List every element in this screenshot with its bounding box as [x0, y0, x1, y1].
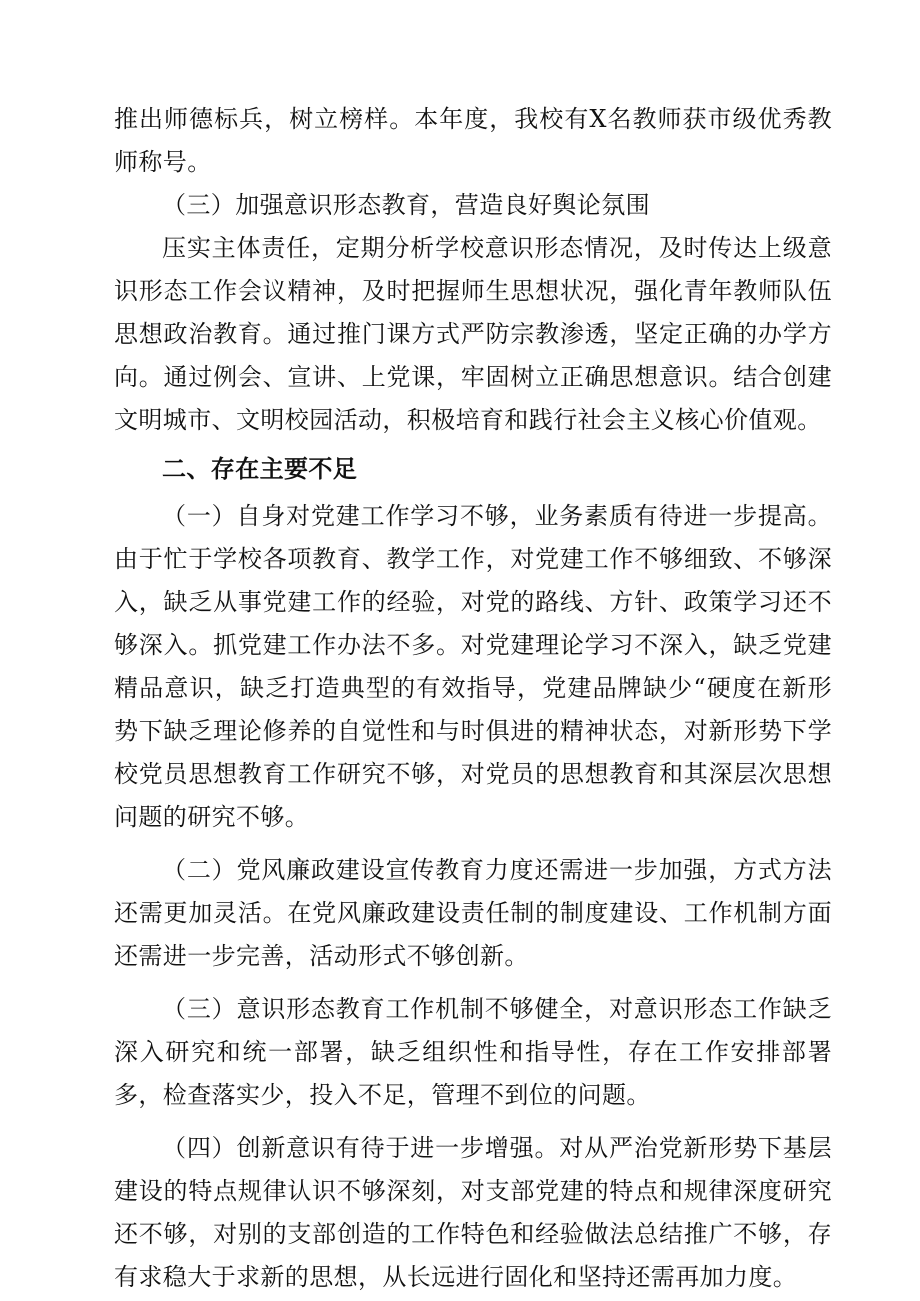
deficiency-4-paragraph: （四）创新意识有待于进一步增强。对从严治党新形势下基层建设的特点规律认识不够深刻，对支部党建的特点和规律深度研究还不够，对别的支部创造的工作特色和经验做法总结推广不够，存有求稳大于求新的思想，从长远进行固化和坚持还需再加力度。 [114, 1134, 832, 1291]
deficiency-3-paragraph: （三）意识形态教育工作机制不够健全，对意识形态工作缺乏深入研究和统一部署，缺乏组织性和指导性，存在工作安排部署多，检查落实少，投入不足，管理不到位的问题。 [114, 995, 832, 1109]
section-heading-main-deficiencies: 二、存在主要不足 [162, 455, 358, 483]
ideology-education-paragraph: 压实主体责任，定期分析学校意识形态情况，及时传达上级意识形态工作会议精神，及时把握师生思想状况，强化青年教师队伍思想政治教育。通过推门课方式严防宗教渗透，坚定正确的办学方向。通过例会、宣讲、上党课，牢固树立正确思想意识。结合创建文明城市、文明校园活动，积极培育和践行社会主义核心价值观。 [114, 234, 832, 434]
deficiency-2-paragraph: （二）党风廉政建设宣传教育力度还需进一步加强，方式方法还需更加灵活。在党风廉政建设责任制的制度建设、工作机制方面还需进一步完善，活动形式不够创新。 [114, 856, 832, 970]
document-body [114, 98, 832, 1299]
subheading-ideology-education: （三）加强意识形态教育，营造良好舆论氛围 [162, 191, 650, 219]
intro-paragraph: 推出师德标兵，树立榜样。本年度，我校有X名教师获市级优秀教师称号。 [114, 105, 832, 176]
deficiency-1-paragraph: （一）自身对党建工作学习不够，业务素质有待进一步提高。由于忙于学校各项教育、教学工作，对党建工作不够细致、不够深入，缺乏从事党建工作的经验，对党的路线、方针、政策学习还不够深入。抓党建工作办法不多。对党建理论学习不深入，缺乏党建精品意识，缺乏打造典型的有效指导，党建品牌缺少“硬度在新形势下缺乏理论修养的自觉性和与时俱进的精神状态，对新形势下学校党员思想教育工作研究不够，对党员的思想教育和其深层次思想问题的研究不够。 [114, 502, 832, 831]
